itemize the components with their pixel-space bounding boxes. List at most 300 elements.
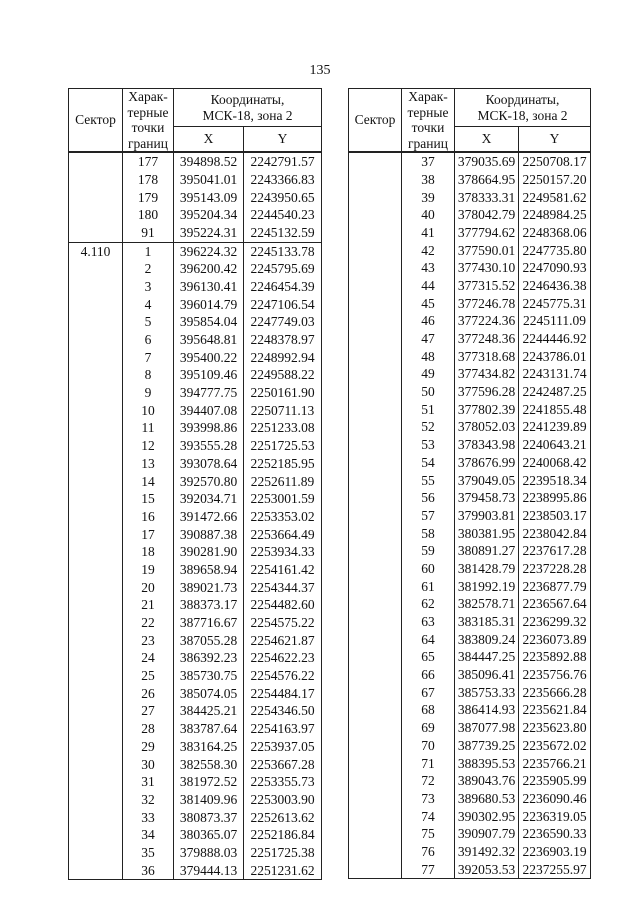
y-coordinate-cell: 2235905.99 bbox=[519, 772, 591, 790]
x-coordinate-cell: 395648.81 bbox=[174, 331, 244, 349]
y-coordinate-cell: 2244540.23 bbox=[244, 206, 322, 224]
x-coordinate-cell: 389021.73 bbox=[174, 579, 244, 597]
table-row bbox=[69, 366, 322, 384]
x-coordinate-cell: 377802.39 bbox=[455, 401, 519, 419]
x-coordinate-cell: 394407.08 bbox=[174, 402, 244, 420]
x-coordinate-cell: 380873.37 bbox=[174, 809, 244, 827]
table-row bbox=[349, 843, 591, 861]
x-coordinate-cell: 392034.71 bbox=[174, 490, 244, 508]
table-row bbox=[349, 259, 591, 277]
point-cell: 23 bbox=[123, 632, 174, 650]
sector-cell bbox=[69, 171, 123, 189]
point-cell: 2 bbox=[123, 260, 174, 278]
x-coordinate-cell: 394898.52 bbox=[174, 152, 244, 171]
x-coordinate-cell: 386414.93 bbox=[455, 701, 519, 719]
y-coordinate-cell: 2251231.62 bbox=[244, 862, 322, 880]
y-coordinate-cell: 2245132.59 bbox=[244, 224, 322, 242]
x-coordinate-cell: 389043.76 bbox=[455, 772, 519, 790]
y-coordinate-cell: 2254163.97 bbox=[244, 720, 322, 738]
x-coordinate-cell: 380365.07 bbox=[174, 826, 244, 844]
y-coordinate-cell: 2237255.97 bbox=[519, 861, 591, 879]
x-coordinate-cell: 390887.38 bbox=[174, 526, 244, 544]
sector-cell bbox=[69, 188, 123, 206]
sector-cell bbox=[349, 259, 402, 277]
x-coordinate-cell: 380891.27 bbox=[455, 542, 519, 560]
x-coordinate-cell: 386392.23 bbox=[174, 649, 244, 667]
point-cell: 29 bbox=[123, 738, 174, 756]
y-coordinate-cell: 2253667.28 bbox=[244, 755, 322, 773]
sector-cell bbox=[349, 383, 402, 401]
y-coordinate-cell: 2246436.38 bbox=[519, 277, 591, 295]
sector-cell bbox=[349, 772, 402, 790]
y-coordinate-cell: 2247090.93 bbox=[519, 259, 591, 277]
table-body-left bbox=[69, 152, 322, 880]
point-cell: 5 bbox=[123, 313, 174, 331]
x-coordinate-cell: 396224.32 bbox=[174, 242, 244, 260]
table-row bbox=[349, 648, 591, 666]
point-cell: 58 bbox=[402, 525, 455, 543]
y-coordinate-cell: 2248378.97 bbox=[244, 331, 322, 349]
table-row bbox=[69, 596, 322, 614]
sector-cell bbox=[349, 152, 402, 171]
point-cell: 4 bbox=[123, 296, 174, 314]
point-cell: 11 bbox=[123, 419, 174, 437]
point-cell: 43 bbox=[402, 259, 455, 277]
table-row bbox=[349, 737, 591, 755]
sector-cell bbox=[69, 437, 123, 455]
table-row bbox=[349, 560, 591, 578]
y-coordinate-cell: 2253355.73 bbox=[244, 773, 322, 791]
table-row bbox=[349, 365, 591, 383]
table-row bbox=[69, 313, 322, 331]
point-cell: 65 bbox=[402, 648, 455, 666]
y-coordinate-cell: 2245775.31 bbox=[519, 295, 591, 313]
sector-cell bbox=[69, 738, 123, 756]
point-cell: 69 bbox=[402, 719, 455, 737]
sector-cell bbox=[349, 188, 402, 206]
x-coordinate-cell: 396130.41 bbox=[174, 278, 244, 296]
table-row bbox=[349, 224, 591, 242]
sector-cell bbox=[69, 720, 123, 738]
y-coordinate-cell: 2251725.53 bbox=[244, 437, 322, 455]
sector-cell bbox=[349, 242, 402, 260]
sector-cell bbox=[69, 366, 123, 384]
sector-cell bbox=[69, 791, 123, 809]
table-row bbox=[349, 631, 591, 649]
x-coordinate-cell: 395400.22 bbox=[174, 349, 244, 367]
point-cell: 33 bbox=[123, 809, 174, 827]
point-cell: 74 bbox=[402, 808, 455, 826]
point-cell: 49 bbox=[402, 365, 455, 383]
point-cell: 35 bbox=[123, 844, 174, 862]
point-cell: 51 bbox=[402, 401, 455, 419]
sector-cell bbox=[69, 526, 123, 544]
x-coordinate-cell: 377430.10 bbox=[455, 259, 519, 277]
x-coordinate-cell: 390907.79 bbox=[455, 825, 519, 843]
point-cell: 25 bbox=[123, 667, 174, 685]
table-row bbox=[69, 349, 322, 367]
sector-cell bbox=[69, 206, 123, 224]
y-coordinate-cell: 2248984.25 bbox=[519, 206, 591, 224]
point-cell: 42 bbox=[402, 242, 455, 260]
point-cell: 31 bbox=[123, 773, 174, 791]
sector-cell bbox=[349, 542, 402, 560]
x-coordinate-cell: 383787.64 bbox=[174, 720, 244, 738]
table-row bbox=[349, 348, 591, 366]
x-coordinate-cell: 378042.79 bbox=[455, 206, 519, 224]
table-row bbox=[349, 188, 591, 206]
table-row bbox=[69, 614, 322, 632]
point-cell: 41 bbox=[402, 224, 455, 242]
sector-cell bbox=[69, 579, 123, 597]
y-coordinate-cell: 2238503.17 bbox=[519, 507, 591, 525]
x-coordinate-cell: 377590.01 bbox=[455, 242, 519, 260]
point-cell: 178 bbox=[123, 171, 174, 189]
point-cell: 20 bbox=[123, 579, 174, 597]
table-row bbox=[349, 861, 591, 879]
x-coordinate-cell: 379903.81 bbox=[455, 507, 519, 525]
sector-cell bbox=[349, 365, 402, 383]
point-cell: 71 bbox=[402, 754, 455, 772]
point-cell: 91 bbox=[123, 224, 174, 242]
x-coordinate-cell: 395041.01 bbox=[174, 171, 244, 189]
y-coordinate-cell: 2251725.38 bbox=[244, 844, 322, 862]
sector-cell bbox=[69, 667, 123, 685]
sector-cell bbox=[349, 737, 402, 755]
point-cell: 62 bbox=[402, 595, 455, 613]
table-row bbox=[349, 206, 591, 224]
point-cell: 177 bbox=[123, 152, 174, 171]
y-coordinate-cell: 2250711.13 bbox=[244, 402, 322, 420]
y-coordinate-cell: 2235892.88 bbox=[519, 648, 591, 666]
point-cell: 18 bbox=[123, 543, 174, 561]
sector-cell bbox=[69, 152, 123, 171]
sector-cell bbox=[349, 666, 402, 684]
x-coordinate-cell: 378343.98 bbox=[455, 436, 519, 454]
point-cell: 3 bbox=[123, 278, 174, 296]
point-cell: 19 bbox=[123, 561, 174, 579]
point-cell: 59 bbox=[402, 542, 455, 560]
table-row bbox=[349, 542, 591, 560]
y-coordinate-cell: 2243366.83 bbox=[244, 171, 322, 189]
table-row bbox=[69, 278, 322, 296]
y-coordinate-cell: 2253664.49 bbox=[244, 526, 322, 544]
table-row bbox=[69, 579, 322, 597]
table-row bbox=[349, 666, 591, 684]
sector-cell bbox=[69, 862, 123, 880]
table-row bbox=[69, 331, 322, 349]
point-cell: 22 bbox=[123, 614, 174, 632]
table-row bbox=[69, 791, 322, 809]
table-row bbox=[349, 825, 591, 843]
table-row bbox=[69, 685, 322, 703]
sector-cell bbox=[349, 525, 402, 543]
y-coordinate-cell: 2242791.57 bbox=[244, 152, 322, 171]
sector-cell bbox=[69, 755, 123, 773]
x-coordinate-cell: 395143.09 bbox=[174, 188, 244, 206]
table-row bbox=[69, 738, 322, 756]
x-coordinate-cell: 381972.52 bbox=[174, 773, 244, 791]
sector-cell bbox=[69, 455, 123, 473]
x-coordinate-cell: 383185.31 bbox=[455, 613, 519, 631]
y-coordinate-cell: 2235672.02 bbox=[519, 737, 591, 755]
point-cell: 73 bbox=[402, 790, 455, 808]
point-cell: 32 bbox=[123, 791, 174, 809]
y-coordinate-cell: 2253353.02 bbox=[244, 508, 322, 526]
sector-cell bbox=[69, 543, 123, 561]
x-coordinate-cell: 378676.99 bbox=[455, 454, 519, 472]
x-coordinate-cell: 381428.79 bbox=[455, 560, 519, 578]
x-coordinate-cell: 391492.32 bbox=[455, 843, 519, 861]
y-coordinate-cell: 2252186.84 bbox=[244, 826, 322, 844]
coordinates-table-right bbox=[348, 88, 591, 879]
sector-cell bbox=[349, 631, 402, 649]
table-row bbox=[349, 295, 591, 313]
x-coordinate-cell: 377248.36 bbox=[455, 330, 519, 348]
y-coordinate-cell: 2250161.90 bbox=[244, 384, 322, 402]
point-cell: 30 bbox=[123, 755, 174, 773]
x-coordinate-cell: 392053.53 bbox=[455, 861, 519, 879]
sector-cell bbox=[69, 331, 123, 349]
point-cell: 12 bbox=[123, 437, 174, 455]
x-coordinate-cell: 385753.33 bbox=[455, 684, 519, 702]
point-cell: 55 bbox=[402, 471, 455, 489]
y-coordinate-cell: 2254161.42 bbox=[244, 561, 322, 579]
x-coordinate-cell: 379458.73 bbox=[455, 489, 519, 507]
coordinates-table-left bbox=[68, 88, 322, 880]
y-coordinate-cell: 2238995.86 bbox=[519, 489, 591, 507]
table-row bbox=[69, 755, 322, 773]
point-cell: 44 bbox=[402, 277, 455, 295]
y-coordinate-cell: 2236090.46 bbox=[519, 790, 591, 808]
x-coordinate-cell: 385074.05 bbox=[174, 685, 244, 703]
sector-cell bbox=[69, 614, 123, 632]
header-coordinates: Координаты, МСК-18, зона 2 bbox=[455, 89, 591, 127]
header-y: Y bbox=[519, 127, 591, 153]
y-coordinate-cell: 2242487.25 bbox=[519, 383, 591, 401]
x-coordinate-cell: 387055.28 bbox=[174, 632, 244, 650]
table-row bbox=[69, 296, 322, 314]
x-coordinate-cell: 384425.21 bbox=[174, 702, 244, 720]
table-row bbox=[349, 719, 591, 737]
x-coordinate-cell: 391472.66 bbox=[174, 508, 244, 526]
y-coordinate-cell: 2250157.20 bbox=[519, 171, 591, 189]
x-coordinate-cell: 390302.95 bbox=[455, 808, 519, 826]
point-cell: 15 bbox=[123, 490, 174, 508]
page-number: 135 bbox=[309, 63, 331, 78]
table-row bbox=[69, 242, 322, 260]
y-coordinate-cell: 2237228.28 bbox=[519, 560, 591, 578]
table-row bbox=[349, 436, 591, 454]
x-coordinate-cell: 392570.80 bbox=[174, 472, 244, 490]
y-coordinate-cell: 2239518.34 bbox=[519, 471, 591, 489]
table-row bbox=[69, 702, 322, 720]
table-row bbox=[69, 490, 322, 508]
table-row bbox=[69, 402, 322, 420]
y-coordinate-cell: 2254344.37 bbox=[244, 579, 322, 597]
table-row bbox=[69, 649, 322, 667]
sector-cell bbox=[69, 508, 123, 526]
table-row bbox=[349, 277, 591, 295]
sector-cell bbox=[69, 773, 123, 791]
y-coordinate-cell: 2245111.09 bbox=[519, 312, 591, 330]
y-coordinate-cell: 2237617.28 bbox=[519, 542, 591, 560]
sector-cell bbox=[349, 808, 402, 826]
y-coordinate-cell: 2254346.50 bbox=[244, 702, 322, 720]
table-row bbox=[69, 455, 322, 473]
header-points: Харак- терные точки границ bbox=[402, 89, 455, 153]
sector-cell bbox=[349, 206, 402, 224]
y-coordinate-cell: 2253001.59 bbox=[244, 490, 322, 508]
x-coordinate-cell: 383164.25 bbox=[174, 738, 244, 756]
x-coordinate-cell: 377434.82 bbox=[455, 365, 519, 383]
x-coordinate-cell: 387739.25 bbox=[455, 737, 519, 755]
sector-cell bbox=[349, 560, 402, 578]
table-row bbox=[69, 773, 322, 791]
point-cell: 34 bbox=[123, 826, 174, 844]
table-row bbox=[349, 578, 591, 596]
table-row bbox=[349, 684, 591, 702]
point-cell: 46 bbox=[402, 312, 455, 330]
sector-cell bbox=[349, 790, 402, 808]
sector-cell bbox=[69, 490, 123, 508]
y-coordinate-cell: 2248992.94 bbox=[244, 349, 322, 367]
table-row bbox=[69, 224, 322, 242]
point-cell: 66 bbox=[402, 666, 455, 684]
sector-cell bbox=[69, 649, 123, 667]
sector-cell bbox=[69, 313, 123, 331]
y-coordinate-cell: 2236319.05 bbox=[519, 808, 591, 826]
sector-cell bbox=[349, 701, 402, 719]
y-coordinate-cell: 2244446.92 bbox=[519, 330, 591, 348]
point-cell: 1 bbox=[123, 242, 174, 260]
point-cell: 21 bbox=[123, 596, 174, 614]
y-coordinate-cell: 2235666.28 bbox=[519, 684, 591, 702]
x-coordinate-cell: 379888.03 bbox=[174, 844, 244, 862]
header-sector: Сектор bbox=[69, 89, 123, 153]
sector-cell bbox=[349, 471, 402, 489]
point-cell: 7 bbox=[123, 349, 174, 367]
table-row bbox=[69, 862, 322, 880]
y-coordinate-cell: 2251233.08 bbox=[244, 419, 322, 437]
table-row bbox=[69, 188, 322, 206]
sector-cell bbox=[349, 436, 402, 454]
point-cell: 38 bbox=[402, 171, 455, 189]
table-row bbox=[69, 809, 322, 827]
point-cell: 76 bbox=[402, 843, 455, 861]
y-coordinate-cell: 2250708.17 bbox=[519, 152, 591, 171]
x-coordinate-cell: 395854.04 bbox=[174, 313, 244, 331]
table-row bbox=[69, 543, 322, 561]
sector-cell bbox=[349, 613, 402, 631]
y-coordinate-cell: 2235623.80 bbox=[519, 719, 591, 737]
x-coordinate-cell: 378052.03 bbox=[455, 418, 519, 436]
x-coordinate-cell: 387077.98 bbox=[455, 719, 519, 737]
table-row bbox=[349, 471, 591, 489]
sector-cell bbox=[349, 754, 402, 772]
point-cell: 179 bbox=[123, 188, 174, 206]
point-cell: 72 bbox=[402, 772, 455, 790]
y-coordinate-cell: 2240068.42 bbox=[519, 454, 591, 472]
table-row bbox=[349, 171, 591, 189]
x-coordinate-cell: 378333.31 bbox=[455, 188, 519, 206]
x-coordinate-cell: 385096.41 bbox=[455, 666, 519, 684]
sector-cell bbox=[349, 507, 402, 525]
sector-cell bbox=[69, 826, 123, 844]
y-coordinate-cell: 2245133.78 bbox=[244, 242, 322, 260]
point-cell: 77 bbox=[402, 861, 455, 879]
x-coordinate-cell: 393998.86 bbox=[174, 419, 244, 437]
table-row bbox=[69, 561, 322, 579]
x-coordinate-cell: 393555.28 bbox=[174, 437, 244, 455]
y-coordinate-cell: 2252611.89 bbox=[244, 472, 322, 490]
point-cell: 64 bbox=[402, 631, 455, 649]
header-coordinates: Координаты, МСК-18, зона 2 bbox=[174, 89, 322, 127]
x-coordinate-cell: 379049.05 bbox=[455, 471, 519, 489]
y-coordinate-cell: 2243131.74 bbox=[519, 365, 591, 383]
x-coordinate-cell: 384447.25 bbox=[455, 648, 519, 666]
y-coordinate-cell: 2236877.79 bbox=[519, 578, 591, 596]
sector-cell bbox=[349, 171, 402, 189]
sector-cell bbox=[69, 472, 123, 490]
point-cell: 56 bbox=[402, 489, 455, 507]
point-cell: 47 bbox=[402, 330, 455, 348]
y-coordinate-cell: 2240643.21 bbox=[519, 436, 591, 454]
sector-cell bbox=[349, 277, 402, 295]
table-body-right bbox=[349, 152, 591, 879]
sector-cell bbox=[349, 684, 402, 702]
point-cell: 50 bbox=[402, 383, 455, 401]
x-coordinate-cell: 390281.90 bbox=[174, 543, 244, 561]
table-row bbox=[349, 418, 591, 436]
y-coordinate-cell: 2247106.54 bbox=[244, 296, 322, 314]
table-row bbox=[69, 632, 322, 650]
sector-cell bbox=[349, 348, 402, 366]
point-cell: 45 bbox=[402, 295, 455, 313]
point-cell: 17 bbox=[123, 526, 174, 544]
x-coordinate-cell: 382558.30 bbox=[174, 755, 244, 773]
point-cell: 26 bbox=[123, 685, 174, 703]
table-row bbox=[69, 384, 322, 402]
point-cell: 70 bbox=[402, 737, 455, 755]
header-points: Харак- терные точки границ bbox=[123, 89, 174, 153]
header-y: Y bbox=[244, 127, 322, 153]
table-row bbox=[349, 489, 591, 507]
sector-cell bbox=[69, 296, 123, 314]
y-coordinate-cell: 2236903.19 bbox=[519, 843, 591, 861]
sector-cell bbox=[349, 595, 402, 613]
sector-cell bbox=[69, 224, 123, 242]
header-x: X bbox=[455, 127, 519, 153]
sector-cell bbox=[349, 418, 402, 436]
table-row bbox=[349, 507, 591, 525]
point-cell: 75 bbox=[402, 825, 455, 843]
y-coordinate-cell: 2249588.22 bbox=[244, 366, 322, 384]
sector-cell bbox=[349, 843, 402, 861]
y-coordinate-cell: 2248368.06 bbox=[519, 224, 591, 242]
point-cell: 53 bbox=[402, 436, 455, 454]
point-cell: 54 bbox=[402, 454, 455, 472]
sector-cell bbox=[69, 402, 123, 420]
table-row bbox=[349, 790, 591, 808]
point-cell: 57 bbox=[402, 507, 455, 525]
y-coordinate-cell: 2235756.76 bbox=[519, 666, 591, 684]
table-row bbox=[69, 526, 322, 544]
sector-cell bbox=[349, 719, 402, 737]
sector-cell bbox=[349, 401, 402, 419]
x-coordinate-cell: 377315.52 bbox=[455, 277, 519, 295]
x-coordinate-cell: 378664.95 bbox=[455, 171, 519, 189]
